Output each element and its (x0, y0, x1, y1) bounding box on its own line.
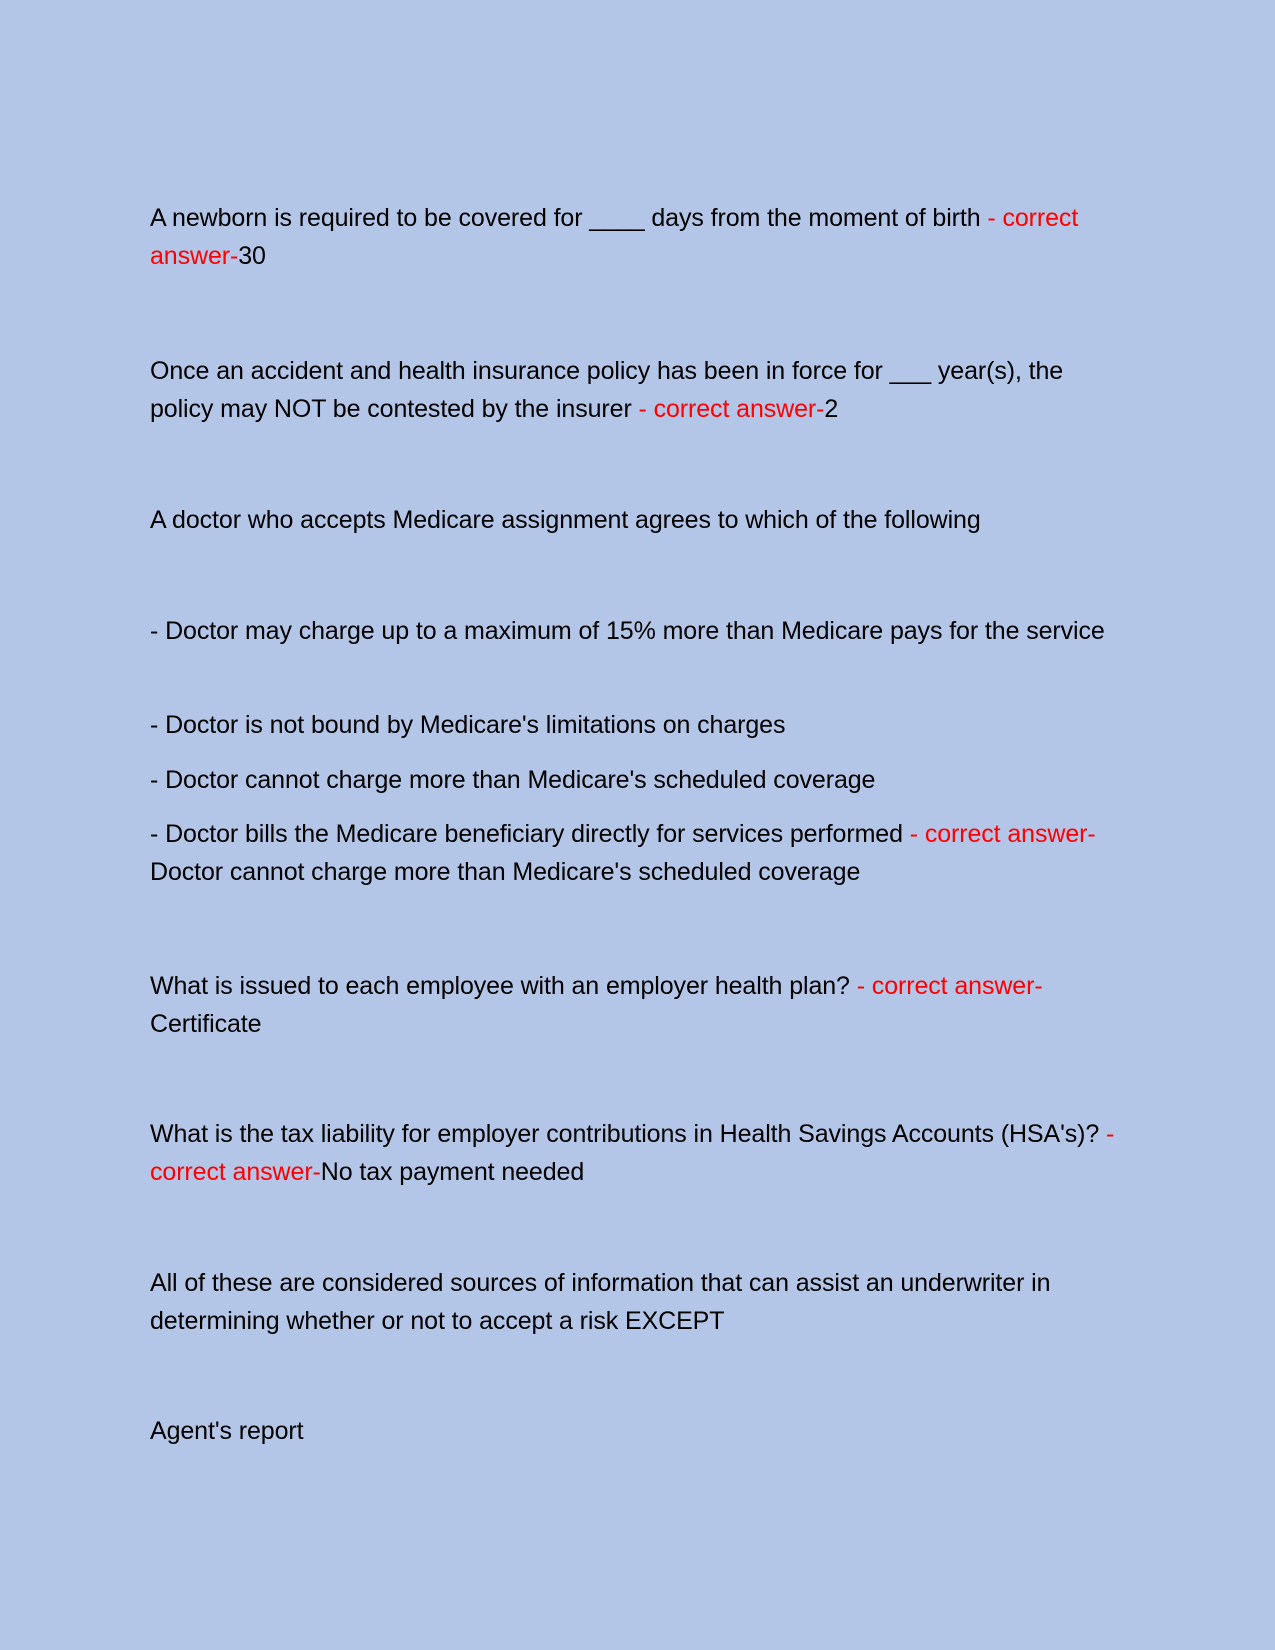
correct-answer-marker: - correct answer- (856, 972, 1043, 1000)
question-6-text: All of these are considered sources of information that can assist an underwriter in determining whether or not to accept a risk EXCEPT (150, 1269, 1051, 1335)
question-2 (150, 352, 1125, 428)
question-1-answer: 30 (238, 242, 266, 270)
option-text: - Doctor bills the Medicare beneficiary directly for services performed (150, 820, 910, 848)
question-2-text: Once an accident and health insurance policy has been in force for ___ year(s), the policy may NOT be contested by the insurer (150, 357, 1064, 423)
question-3 (150, 501, 1125, 539)
question-4 (150, 967, 1125, 1043)
question-2-answer: 2 (824, 395, 839, 423)
correct-answer-marker: - correct answer- (909, 820, 1096, 848)
question-3-option-3 (150, 761, 1125, 799)
option-text: - Doctor is not bound by Medicare's limitations on charges (150, 711, 786, 739)
document-page (150, 0, 1125, 1650)
question-6-option-1 (150, 1412, 1125, 1450)
correct-answer-marker: - correct answer- (150, 1120, 1115, 1186)
question-5-answer: No tax payment needed (320, 1158, 585, 1186)
option-text: - Doctor cannot charge more than Medicare's scheduled coverage (150, 766, 876, 794)
question-3-option-1 (150, 612, 1125, 650)
question-3-answer: Doctor cannot charge more than Medicare's scheduled coverage (150, 858, 861, 886)
question-3-option-4 (150, 815, 1125, 891)
correct-answer-marker: - correct answer- (638, 395, 825, 423)
option-text: - Doctor may charge up to a maximum of 15% more than Medicare pays for the service (150, 617, 1105, 645)
question-4-answer: Certificate (150, 1010, 262, 1038)
question-1 (150, 199, 1125, 275)
question-1-text: A newborn is required to be covered for ____ days from the moment of birth (150, 204, 988, 232)
question-3-option-2 (150, 706, 1125, 744)
option-text: Agent's report (150, 1417, 304, 1445)
question-5 (150, 1115, 1125, 1191)
question-4-text: What is issued to each employee with an employer health plan? (150, 972, 857, 1000)
question-3-text: A doctor who accepts Medicare assignment agrees to which of the following (150, 506, 981, 534)
question-6 (150, 1264, 1125, 1340)
correct-answer-marker: - correct answer- (150, 204, 1079, 270)
question-5-text: What is the tax liability for employer contributions in Health Savings Accounts (HSA's)? (150, 1120, 1107, 1148)
